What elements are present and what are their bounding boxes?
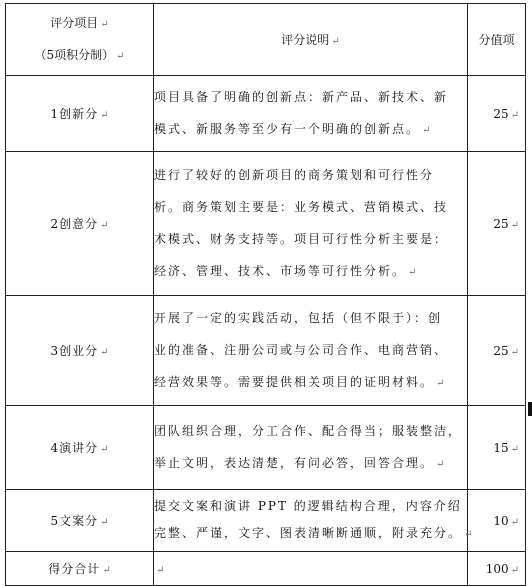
row-score: 25 ↵ xyxy=(493,343,519,358)
scoring-table xyxy=(5,3,526,586)
total-label: 得分合计 xyxy=(48,562,101,576)
table-row xyxy=(6,490,526,552)
row-description: 提交文案和演讲 PPT 的逻辑结构合理，内容介绍 完整、严谨，文字、图表清晰断通顺，附录充分。 ↵ xyxy=(154,490,468,552)
header-description-cell xyxy=(154,4,468,76)
row-score: 25 ↵ xyxy=(493,106,519,121)
total-row xyxy=(6,552,526,586)
header-item-subtitle: （5项积分制） xyxy=(34,47,115,62)
total-score: 100 ↵ xyxy=(485,561,519,576)
table-row xyxy=(6,76,526,152)
paragraph-mark: ↵ xyxy=(100,517,109,528)
row-label: 1创新分 xyxy=(50,107,99,121)
header-row xyxy=(6,4,526,76)
header-item-cell xyxy=(6,4,154,76)
row-score: 25 ↵ xyxy=(493,216,519,231)
row-description: 项目具备了明确的创新点：新产品、新技术、新 模式、新服务等至少有一个明确的创新点。 ↵ xyxy=(154,76,468,152)
margin-marker xyxy=(528,402,532,416)
header-description: 评分说明 xyxy=(281,33,330,47)
row-label: 3创业分 xyxy=(50,344,99,358)
table-row xyxy=(6,406,526,490)
header-score-cell xyxy=(468,4,526,76)
row-label: 2创意分 xyxy=(50,217,99,231)
total-description: ↵ xyxy=(154,552,468,586)
paragraph-mark: ↵ xyxy=(102,565,111,576)
row-score: 10 ↵ xyxy=(493,513,519,528)
table-row xyxy=(6,296,526,406)
paragraph-mark: ↵ xyxy=(100,444,109,455)
paragraph-mark: ↵ xyxy=(116,50,125,62)
row-description: 团队组织合理，分工合作、配合得当；服装整洁， 举止文明，表达清楚，有问必答，回答合理。 ↵ xyxy=(154,406,468,490)
row-label: 4演讲分 xyxy=(50,441,99,455)
paragraph-mark: ↵ xyxy=(100,110,109,121)
paragraph-mark: ↵ xyxy=(100,220,109,231)
row-description: 开展了一定的实践活动，包括（但不限于）：创 业的准备、注册公司或与公司合作、电商营销、 经营效果等。需要提供相关项目的证明材料。 ↵ xyxy=(154,296,468,406)
paragraph-mark: ↵ xyxy=(100,347,109,358)
header-score: 分值项 xyxy=(478,33,515,47)
paragraph-mark: ↵ xyxy=(331,36,340,47)
row-description: 进行了较好的创新项目的商务策划和可行性分 析。商务策划主要是：业务模式、营销模式、技 术模式、财务支持等。项目可行性分析主要是： 经济、管理、技术、市场等可行性分析。 ↵ xyxy=(154,152,468,296)
row-score: 15 ↵ xyxy=(493,440,519,455)
paragraph-mark: ↵ xyxy=(100,18,109,30)
table-row xyxy=(6,152,526,296)
row-label: 5文案分 xyxy=(50,514,99,528)
header-item-title: 评分项目 xyxy=(50,15,99,30)
